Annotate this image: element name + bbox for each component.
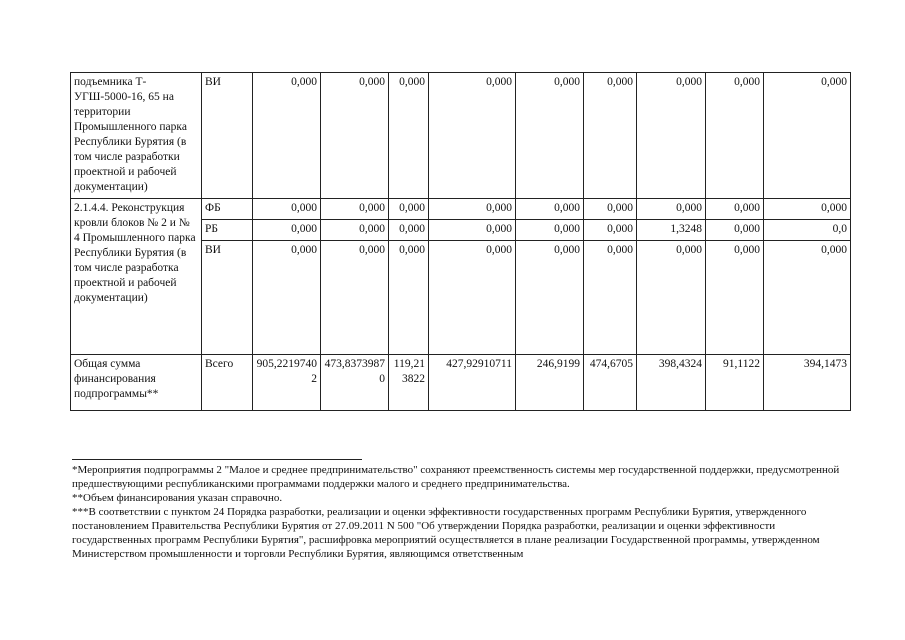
value-cell: 0,000 xyxy=(637,73,706,199)
footnote: **Объем финансирования указан справочно. xyxy=(72,492,283,504)
value-cell: 905,22197402 xyxy=(253,355,321,411)
value-cell: 0,000 xyxy=(764,73,851,199)
value-cell: 394,1473 xyxy=(764,355,851,411)
value-cell: 0,000 xyxy=(429,241,516,355)
value-cell: 0,000 xyxy=(584,220,637,241)
value-cell: 0,000 xyxy=(321,220,389,241)
funding-source-cell: ВИ xyxy=(202,73,253,199)
value-cell: 0,000 xyxy=(637,199,706,220)
value-cell: 0,000 xyxy=(516,220,584,241)
funding-source-cell: ВИ xyxy=(202,241,253,355)
value-cell: 398,4324 xyxy=(637,355,706,411)
value-cell: 0,000 xyxy=(321,73,389,199)
value-cell: 0,000 xyxy=(429,199,516,220)
value-cell: 0,000 xyxy=(516,199,584,220)
financing-table xyxy=(70,72,851,411)
value-cell: 0,000 xyxy=(253,220,321,241)
value-cell: 0,000 xyxy=(764,241,851,355)
value-cell: 0,000 xyxy=(253,241,321,355)
value-cell: 0,000 xyxy=(321,199,389,220)
value-cell: 0,000 xyxy=(706,73,764,199)
table-row xyxy=(71,199,851,220)
footnote: *Мероприятия подпрограммы 2 "Малое и среднее предпринимательство" сохраняют преемственность системы мер государственной поддержки, предусмотренной предшествующими республиканскими программами поддержки малого и среднего предпринимательства. xyxy=(72,464,840,490)
value-cell: 0,000 xyxy=(516,241,584,355)
value-cell: 0,000 xyxy=(706,199,764,220)
value-cell: 0,0 xyxy=(764,220,851,241)
value-cell: 0,000 xyxy=(706,220,764,241)
value-cell: 0,000 xyxy=(389,220,429,241)
value-cell: 0,000 xyxy=(389,73,429,199)
activity-name-cell: 2.1.4.4. Реконструкция кровли блоков № 2 и № 4 Промышленного парка Республики Бурятия (в том числе разработка проектной и рабочей документации) xyxy=(71,199,202,355)
value-cell: 0,000 xyxy=(429,73,516,199)
activity-name-cell: Общая сумма финансирования подпрограммы** xyxy=(71,355,202,411)
value-cell: 0,000 xyxy=(516,73,584,199)
activity-name-cell: подъемника Т-УГШ-5000-16, 65 на территории Промышленного парка Республики Бурятия (в том числе разработки проектной и рабочей документации) xyxy=(71,73,202,199)
value-cell: 0,000 xyxy=(706,241,764,355)
footnote-divider xyxy=(72,459,362,460)
value-cell: 0,000 xyxy=(253,199,321,220)
value-cell: 119,213822 xyxy=(389,355,429,411)
value-cell: 1,3248 xyxy=(637,220,706,241)
value-cell: 0,000 xyxy=(429,220,516,241)
value-cell: 0,000 xyxy=(389,241,429,355)
value-cell: 246,9199 xyxy=(516,355,584,411)
value-cell: 427,92910711 xyxy=(429,355,516,411)
funding-source-cell: ФБ xyxy=(202,199,253,220)
value-cell: 0,000 xyxy=(584,73,637,199)
table-row-total xyxy=(71,355,851,411)
value-cell: 473,83739870 xyxy=(321,355,389,411)
value-cell: 0,000 xyxy=(584,199,637,220)
value-cell: 0,000 xyxy=(253,73,321,199)
footnotes xyxy=(72,463,842,561)
value-cell: 0,000 xyxy=(321,241,389,355)
value-cell: 0,000 xyxy=(584,241,637,355)
table-row xyxy=(71,73,851,199)
footnote: ***В соответствии с пунктом 24 Порядка разработки, реализации и оценки эффективности государственных программ Республики Бурятия, утвержденного постановлением Правительства Республики Бурятия от 27.09.2011 N 500 "Об утверждении Порядка разработки, реализации и оценки эффективности государственных программ Республики Бурятия", расшифровка мероприятий осуществляется в плане реализации Государственной программы, утвержденном Министерством промышленности и торговли Республики Бурятия, являющимся ответственным xyxy=(72,506,820,560)
funding-source-cell: Всего xyxy=(202,355,253,411)
funding-source-cell: РБ xyxy=(202,220,253,241)
value-cell: 0,000 xyxy=(389,199,429,220)
value-cell: 91,1122 xyxy=(706,355,764,411)
value-cell: 0,000 xyxy=(764,199,851,220)
value-cell: 474,6705 xyxy=(584,355,637,411)
value-cell: 0,000 xyxy=(637,241,706,355)
